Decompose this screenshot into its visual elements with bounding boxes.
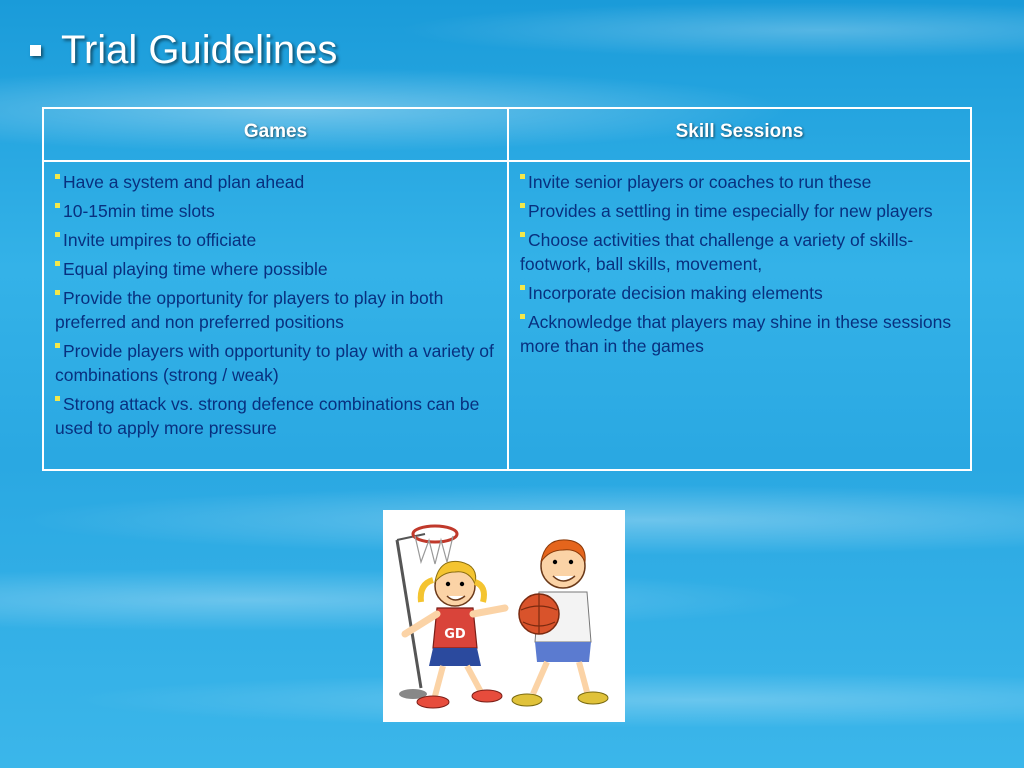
list-item: Provide players with opportunity to play with a variety of combinations (strong / weak) <box>55 341 494 385</box>
list-item: Provides a settling in time especially for new players <box>520 199 960 223</box>
list-item: Invite senior players or coaches to run these <box>520 170 960 194</box>
guidelines-table <box>42 107 972 471</box>
title-text: Trial Guidelines <box>61 28 338 72</box>
bullet-icon <box>55 290 60 295</box>
slide-title <box>30 28 337 73</box>
netball-players-illustration <box>383 510 625 722</box>
list-item: Strong attack vs. strong defence combinations can be used to apply more pressure <box>55 394 480 438</box>
bullet-icon <box>55 343 60 348</box>
list-item: Acknowledge that players may shine in these sessions more than in the games <box>520 312 952 356</box>
list-item: 10-15min time slots <box>55 199 497 223</box>
games-list <box>44 162 509 469</box>
list-item: Equal playing time where possible <box>55 257 497 281</box>
title-bullet-icon <box>30 45 41 56</box>
skill-sessions-header: Skill Sessions <box>509 109 970 162</box>
bullet-icon <box>520 285 525 290</box>
bullet-icon <box>55 396 60 401</box>
list-item: Provide the opportunity for players to play in both preferred and non preferred positions <box>55 288 444 332</box>
bullet-icon <box>55 174 60 179</box>
bullet-icon <box>55 261 60 266</box>
bullet-icon <box>520 232 525 237</box>
bullet-icon <box>520 314 525 319</box>
games-header: Games <box>44 109 509 162</box>
bullet-icon <box>520 203 525 208</box>
netball-cartoon-image <box>383 510 625 722</box>
list-item: Choose activities that challenge a variety of skills- footwork, ball skills, movement, <box>520 230 914 274</box>
skill-sessions-list <box>509 162 970 469</box>
bib-label: GD <box>444 627 466 642</box>
list-item: Have a system and plan ahead <box>55 170 497 194</box>
bullet-icon <box>55 232 60 237</box>
bullet-icon <box>520 174 525 179</box>
list-item: Incorporate decision making elements <box>520 281 960 305</box>
bullet-icon <box>55 203 60 208</box>
list-item: Invite umpires to officiate <box>55 228 497 252</box>
